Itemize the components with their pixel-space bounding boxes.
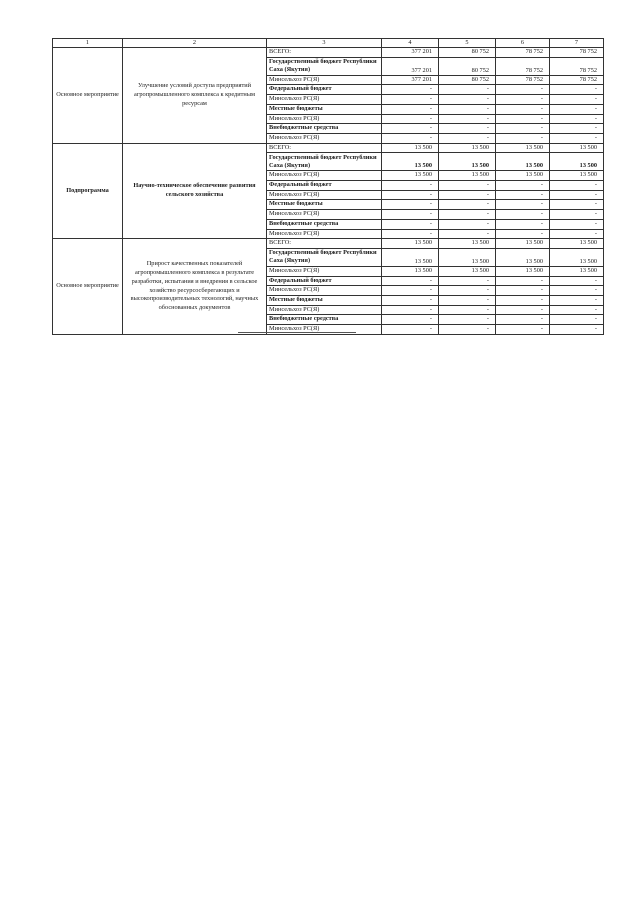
amount-cell: - <box>496 124 550 134</box>
funding-source-cell: Федеральный бюджет <box>267 85 382 95</box>
amount-cell: - <box>496 210 550 220</box>
funding-source-cell: ВСЕГО: <box>267 48 382 58</box>
document-page <box>52 38 603 335</box>
amount-cell: 377 201 <box>382 48 439 58</box>
amount-cell: - <box>439 124 496 134</box>
header-cell: 5 <box>439 39 496 48</box>
amount-cell: - <box>550 104 604 114</box>
amount-cell: 13 500 <box>550 171 604 181</box>
funding-source-cell: Местные бюджеты <box>267 296 382 306</box>
amount-cell: - <box>439 85 496 95</box>
amount-cell: 13 500 <box>439 248 496 266</box>
event-type-cell: Основное мероприятие <box>53 48 123 144</box>
funding-source-cell: Государственный бюджет Республики Саха (Якутия) <box>267 57 382 75</box>
funding-source-cell: Минсельхоз РС(Я) <box>267 210 382 220</box>
amount-cell: - <box>439 181 496 191</box>
amount-cell: - <box>496 190 550 200</box>
amount-cell: - <box>439 286 496 296</box>
funding-source-cell: Минсельхоз РС(Я) <box>267 266 382 276</box>
amount-cell: 13 500 <box>496 266 550 276</box>
funding-source-cell: Государственный бюджет Республики Саха (Якутия) <box>267 153 382 171</box>
amount-cell: 78 752 <box>550 75 604 85</box>
amount-cell: 13 500 <box>496 153 550 171</box>
amount-cell: - <box>382 133 439 143</box>
amount-cell: - <box>496 315 550 325</box>
event-description-cell: Улучшение условий доступа предприятий агропромышленного комплекса к кредитным ресурсам <box>123 48 267 144</box>
footer-separator-line <box>238 332 356 333</box>
amount-cell: - <box>550 190 604 200</box>
amount-cell: - <box>496 133 550 143</box>
amount-cell: 13 500 <box>382 266 439 276</box>
funding-source-cell: Минсельхоз РС(Я) <box>267 114 382 124</box>
amount-cell: - <box>382 85 439 95</box>
amount-cell: - <box>496 219 550 229</box>
amount-cell: - <box>550 133 604 143</box>
amount-cell: - <box>382 124 439 134</box>
funding-table <box>52 38 604 335</box>
amount-cell: 13 500 <box>439 171 496 181</box>
funding-source-cell: Местные бюджеты <box>267 104 382 114</box>
amount-cell: 78 752 <box>496 48 550 58</box>
amount-cell: - <box>382 95 439 105</box>
amount-cell: 13 500 <box>439 239 496 249</box>
amount-cell: - <box>439 210 496 220</box>
amount-cell: 13 500 <box>382 171 439 181</box>
amount-cell: - <box>496 181 550 191</box>
amount-cell: - <box>439 219 496 229</box>
table-row <box>53 48 604 58</box>
amount-cell: - <box>496 200 550 210</box>
amount-cell: - <box>382 200 439 210</box>
amount-cell: 80 752 <box>439 57 496 75</box>
amount-cell: - <box>439 305 496 315</box>
amount-cell: - <box>496 229 550 239</box>
header-cell: 3 <box>267 39 382 48</box>
amount-cell: 13 500 <box>496 171 550 181</box>
amount-cell: 13 500 <box>439 143 496 153</box>
funding-source-cell: Минсельхоз РС(Я) <box>267 286 382 296</box>
amount-cell: 13 500 <box>550 239 604 249</box>
amount-cell: 13 500 <box>550 143 604 153</box>
amount-cell: 13 500 <box>382 143 439 153</box>
amount-cell: 78 752 <box>550 48 604 58</box>
funding-source-cell: Внебюджетные средства <box>267 219 382 229</box>
amount-cell: - <box>550 124 604 134</box>
amount-cell: - <box>550 219 604 229</box>
amount-cell: - <box>496 95 550 105</box>
event-description-cell: Прирост качественных показателей агропромышленного комплекса в результате разработки, испытания и внедрения в сельское хозяйство ресурсосберегающих и высокопроизводительных технологий, научных обоснованных документов <box>123 239 267 335</box>
amount-cell: - <box>439 325 496 335</box>
amount-cell: - <box>439 200 496 210</box>
amount-cell: 377 201 <box>382 75 439 85</box>
amount-cell: - <box>496 114 550 124</box>
amount-cell: - <box>550 315 604 325</box>
amount-cell: - <box>382 219 439 229</box>
amount-cell: - <box>550 305 604 315</box>
amount-cell: - <box>439 315 496 325</box>
amount-cell: - <box>439 95 496 105</box>
amount-cell: - <box>550 286 604 296</box>
amount-cell: - <box>550 85 604 95</box>
amount-cell: 13 500 <box>382 248 439 266</box>
amount-cell: - <box>382 325 439 335</box>
funding-source-cell: Федеральный бюджет <box>267 276 382 286</box>
column-number-row <box>53 39 604 48</box>
table-row <box>53 239 604 249</box>
amount-cell: - <box>382 276 439 286</box>
amount-cell: - <box>550 229 604 239</box>
funding-source-cell: Местные бюджеты <box>267 200 382 210</box>
funding-source-cell: Внебюджетные средства <box>267 124 382 134</box>
amount-cell: 13 500 <box>550 248 604 266</box>
funding-source-cell: ВСЕГО: <box>267 239 382 249</box>
amount-cell: 80 752 <box>439 48 496 58</box>
amount-cell: - <box>382 229 439 239</box>
amount-cell: - <box>439 296 496 306</box>
amount-cell: - <box>496 325 550 335</box>
header-cell: 2 <box>123 39 267 48</box>
amount-cell: - <box>382 315 439 325</box>
amount-cell: 13 500 <box>496 143 550 153</box>
amount-cell: - <box>439 114 496 124</box>
amount-cell: - <box>496 296 550 306</box>
table-row <box>53 143 604 153</box>
amount-cell: 13 500 <box>550 266 604 276</box>
header-cell: 7 <box>550 39 604 48</box>
amount-cell: - <box>382 210 439 220</box>
amount-cell: - <box>550 276 604 286</box>
amount-cell: - <box>550 181 604 191</box>
amount-cell: 78 752 <box>550 57 604 75</box>
amount-cell: - <box>496 286 550 296</box>
amount-cell: 13 500 <box>550 153 604 171</box>
amount-cell: 78 752 <box>496 75 550 85</box>
amount-cell: 13 500 <box>382 239 439 249</box>
amount-cell: - <box>439 133 496 143</box>
amount-cell: - <box>382 296 439 306</box>
amount-cell: - <box>550 210 604 220</box>
funding-source-cell: Минсельхоз РС(Я) <box>267 95 382 105</box>
amount-cell: - <box>382 181 439 191</box>
amount-cell: - <box>382 286 439 296</box>
funding-source-cell: Минсельхоз РС(Я) <box>267 171 382 181</box>
subprogram-type-cell: Подпрограмма <box>53 143 123 239</box>
funding-source-cell: Минсельхоз РС(Я) <box>267 305 382 315</box>
header-cell: 1 <box>53 39 123 48</box>
amount-cell: - <box>550 114 604 124</box>
amount-cell: 80 752 <box>439 75 496 85</box>
funding-source-cell: Минсельхоз РС(Я) <box>267 133 382 143</box>
funding-source-cell: Минсельхоз РС(Я) <box>267 229 382 239</box>
amount-cell: - <box>439 229 496 239</box>
amount-cell: - <box>496 305 550 315</box>
amount-cell: 13 500 <box>382 153 439 171</box>
amount-cell: - <box>550 296 604 306</box>
amount-cell: - <box>496 85 550 95</box>
amount-cell: 78 752 <box>496 57 550 75</box>
amount-cell: 13 500 <box>439 153 496 171</box>
funding-source-cell: Минсельхоз РС(Я) <box>267 325 382 335</box>
funding-source-cell: Государственный бюджет Республики Саха (Якутия) <box>267 248 382 266</box>
amount-cell: - <box>550 325 604 335</box>
amount-cell: - <box>496 276 550 286</box>
amount-cell: - <box>382 114 439 124</box>
header-cell: 6 <box>496 39 550 48</box>
funding-source-cell: Минсельхоз РС(Я) <box>267 190 382 200</box>
amount-cell: - <box>439 104 496 114</box>
amount-cell: 13 500 <box>496 248 550 266</box>
amount-cell: - <box>382 104 439 114</box>
amount-cell: 13 500 <box>439 266 496 276</box>
amount-cell: - <box>550 95 604 105</box>
amount-cell: - <box>550 200 604 210</box>
funding-source-cell: Минсельхоз РС(Я) <box>267 75 382 85</box>
amount-cell: 377 201 <box>382 57 439 75</box>
funding-source-cell: Федеральный бюджет <box>267 181 382 191</box>
amount-cell: - <box>382 190 439 200</box>
event-type-cell: Основное мероприятие <box>53 239 123 335</box>
amount-cell: - <box>439 276 496 286</box>
funding-source-cell: Внебюджетные средства <box>267 315 382 325</box>
funding-source-cell: ВСЕГО: <box>267 143 382 153</box>
amount-cell: - <box>439 190 496 200</box>
amount-cell: - <box>382 305 439 315</box>
event-description-cell: Научно-техническое обеспечение развития сельского хозяйства <box>123 143 267 239</box>
header-cell: 4 <box>382 39 439 48</box>
amount-cell: - <box>496 104 550 114</box>
amount-cell: 13 500 <box>496 239 550 249</box>
